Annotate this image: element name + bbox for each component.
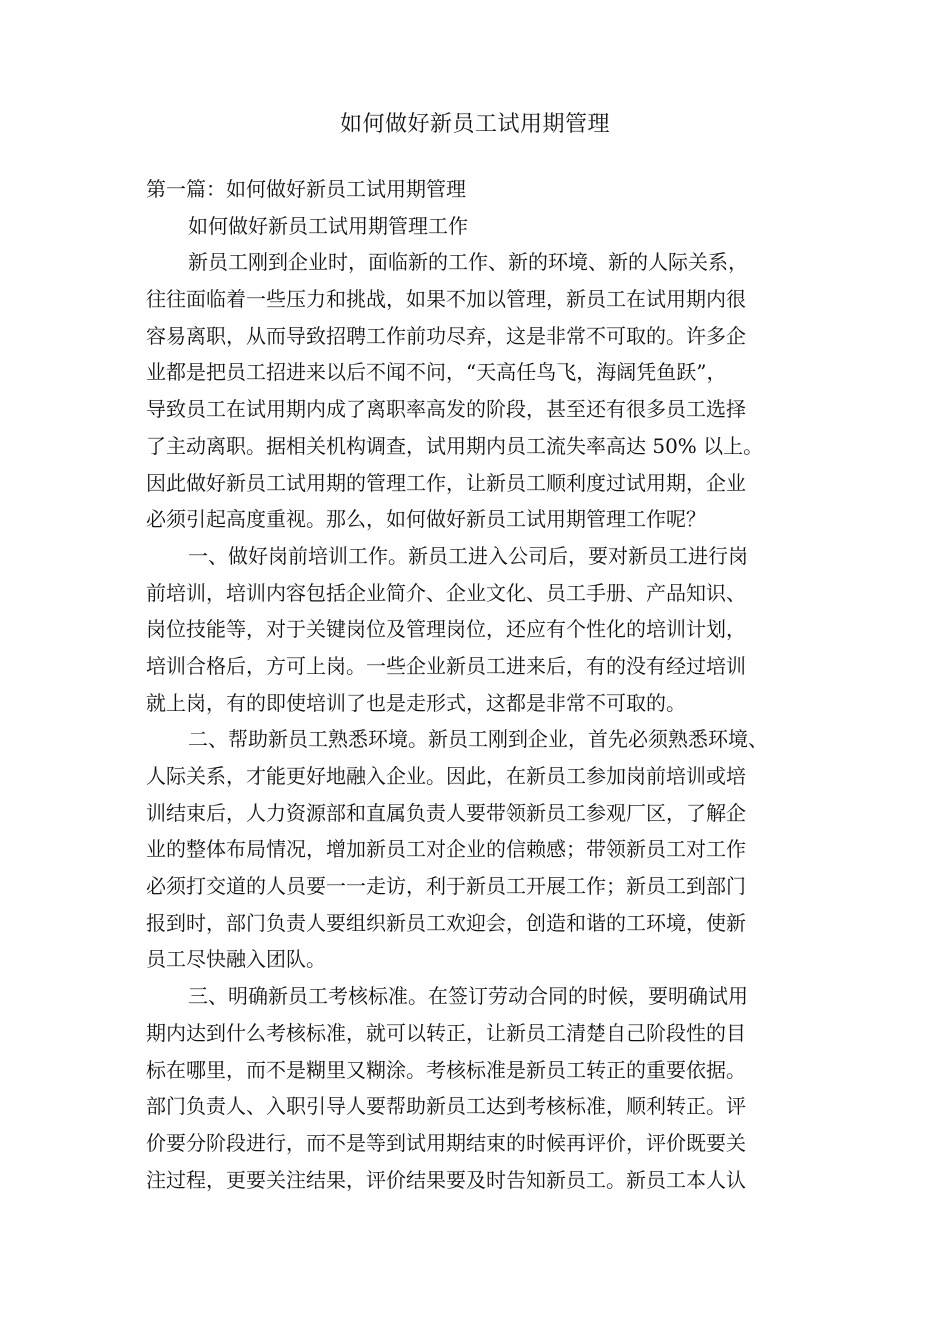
paragraph-two-line-4: 业的整体布局情况，增加新员工对企业的信赖感；带领新员工对工作 [146, 837, 746, 862]
document-title: 如何做好新员工试用期管理 [339, 112, 610, 137]
paragraph-three-line-3: 标在哪里，而不是糊里又糊涂。考核标准是新员工转正的重要依据。 [146, 1057, 746, 1082]
document-body [146, 171, 806, 1198]
paragraph-one-line-1: 一、做好岗前培训工作。新员工进入公司后，要对新员工进行岗 [188, 543, 748, 568]
paragraph-intro-line-5: 导致员工在试用期内成了离职率高发的阶段，甚至还有很多员工选择 [146, 397, 746, 422]
paragraph-two-line-1: 二、帮助新员工熟悉环境。新员工刚到企业，首先必须熟悉环境、 [188, 727, 768, 752]
paragraph-one-line-3: 岗位技能等，对于关键岗位及管理岗位，还应有个性化的培训计划， [146, 617, 746, 642]
paragraph-one-line-4: 培训合格后，方可上岗。一些企业新员工进来后，有的没有经过培训 [146, 653, 746, 678]
paragraph-intro-line-7: 因此做好新员工试用期的管理工作，让新员工顺利度过试用期，企业 [146, 470, 746, 495]
section-heading: 第一篇：如何做好新员工试用期管理 [146, 177, 466, 201]
paragraph-three-line-4: 部门负责人、入职引导人要帮助新员工达到考核标准，顺利转正。评 [146, 1094, 746, 1119]
paragraph-two-line-7: 员工尽快融入团队。 [146, 947, 326, 972]
paragraph-three-line-2: 期内达到什么考核标准，就可以转正，让新员工清楚自己阶段性的目 [146, 1020, 746, 1045]
paragraph-three-line-1: 三、明确新员工考核标准。在签订劳动合同的时候，要明确试用 [188, 984, 748, 1009]
paragraph-two-line-6: 报到时，部门负责人要组织新员工欢迎会，创造和谐的工环境，使新 [146, 910, 746, 935]
paragraph-one-line-2: 前培训，培训内容包括企业简介、企业文化、员工手册、产品知识、 [146, 580, 746, 605]
paragraph-three-line-5: 价要分阶段进行，而不是等到试用期结束的时候再评价，评价既要关 [146, 1130, 746, 1155]
paragraph-two-line-5: 必须打交道的人员要一一走访，利于新员工开展工作；新员工到部门 [146, 874, 746, 899]
paragraph-one-line-5: 就上岗，有的即使培训了也是走形式，这都是非常不可取的。 [146, 690, 686, 715]
paragraph-intro-line-6: 了主动离职。据相关机构调查，试用期内员工流失率高达 50% 以上。 [146, 433, 764, 458]
paragraph-two-line-3: 训结束后，人力资源部和直属负责人要带领新员工参观厂区，了解企 [146, 800, 746, 825]
paragraph-three-line-6: 注过程，更要关注结果，评价结果要及时告知新员工。新员工本人认 [146, 1167, 746, 1192]
paragraph-intro-line-2: 往往面临着一些压力和挑战，如果不加以管理，新员工在试用期内很 [146, 287, 746, 312]
paragraph-intro-line-3: 容易离职，从而导致招聘工作前功尽弃，这是非常不可取的。许多企 [146, 323, 746, 348]
paragraph-intro-line-4: 业都是把员工招进来以后不闻不问，“天高任鸟飞，海阔凭鱼跃”， [146, 360, 727, 385]
subtitle-line: 如何做好新员工试用期管理工作 [188, 213, 468, 238]
paragraph-intro-line-1: 新员工刚到企业时，面临新的工作、新的环境、新的人际关系， [188, 250, 748, 275]
paragraph-intro-line-8: 必须引起高度重视。那么，如何做好新员工试用期管理工作呢？ [146, 507, 706, 532]
paragraph-two-line-2: 人际关系，才能更好地融入企业。因此，在新员工参加岗前培训或培 [146, 764, 746, 788]
